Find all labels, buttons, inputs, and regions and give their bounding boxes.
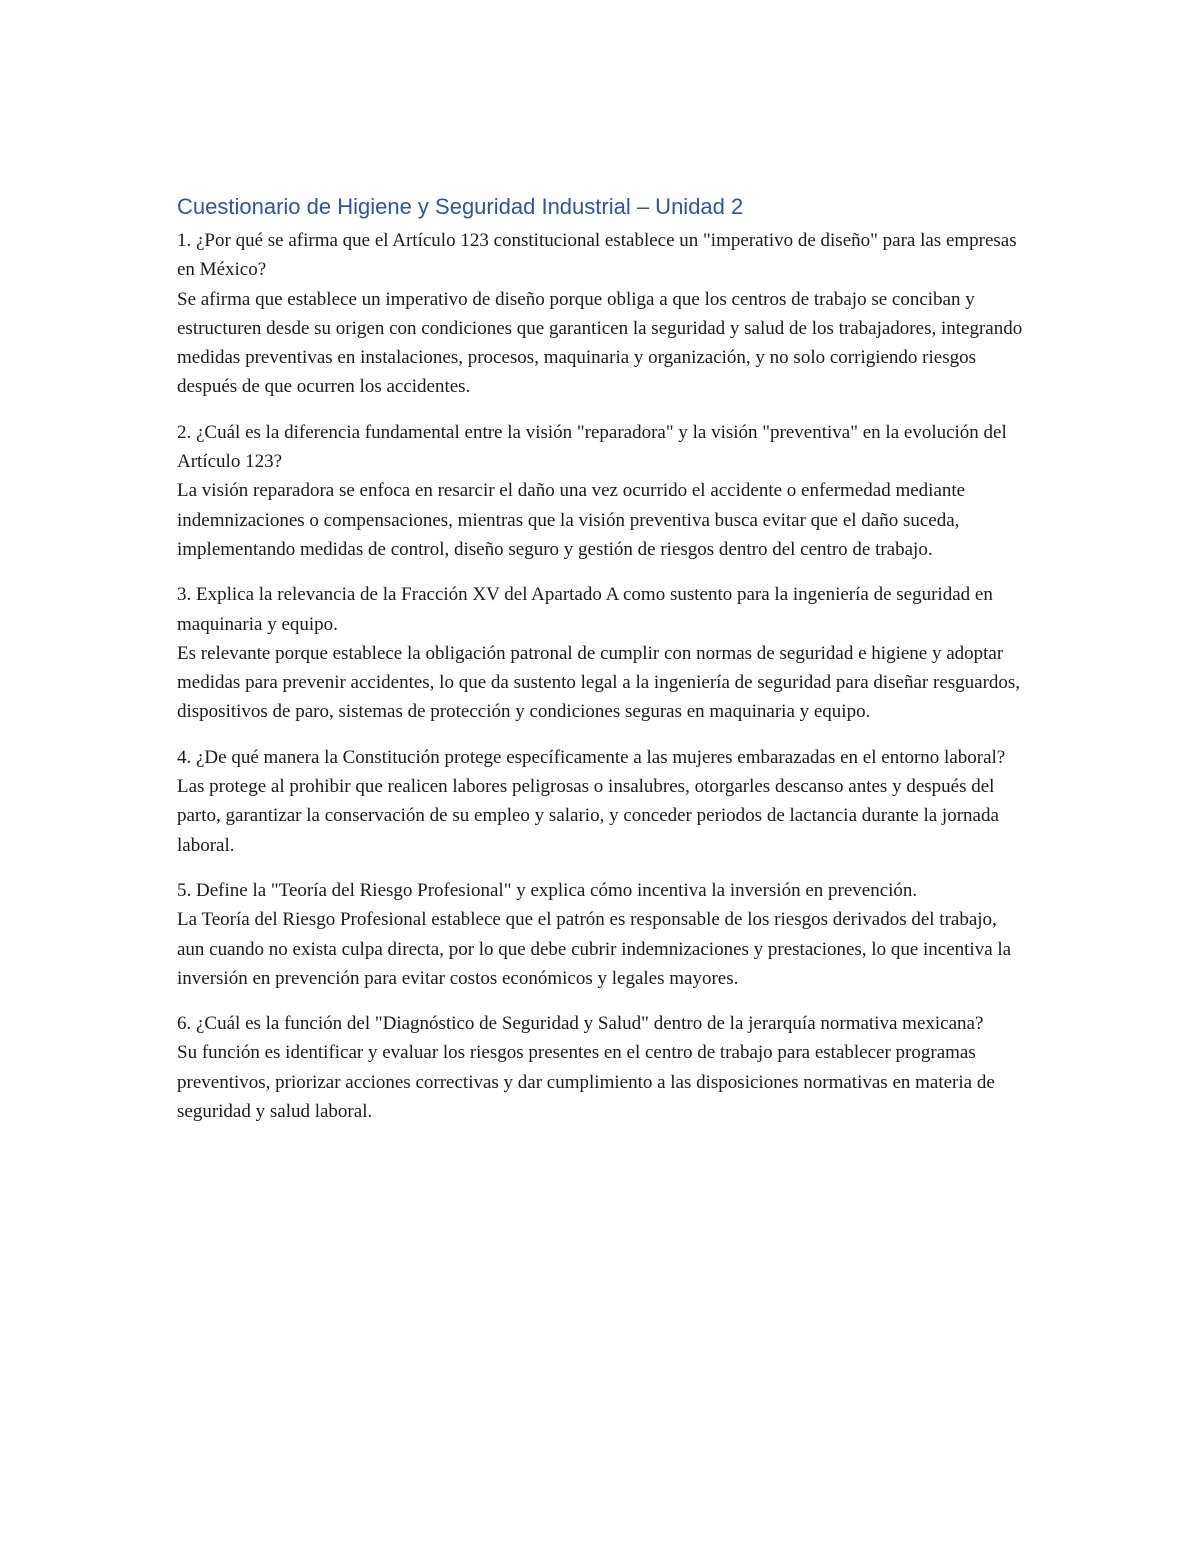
qa-item-3 — [177, 580, 1027, 726]
qa-item-1 — [177, 226, 1027, 402]
qa-item-2 — [177, 418, 1027, 564]
answer-4: Las protege al prohibir que realicen labores peligrosas o insalubres, otorgarles descanso antes y después del parto, garantizar la conservación de su empleo y salario, y conceder periodos de lactancia durante la jornada laboral. — [177, 776, 999, 856]
document-title: Cuestionario de Higiene y Seguridad Industrial – Unidad 2 — [177, 194, 744, 219]
qa-item-5 — [177, 876, 1027, 993]
document-page — [177, 192, 1027, 1142]
answer-2: La visión reparadora se enfoca en resarcir el daño una vez ocurrido el accidente o enfermedad mediante indemnizaciones o compensaciones, mientras que la visión preventiva busca evitar que el daño suceda, implementando medidas de control, diseño seguro y gestión de riesgos dentro del centro de trabajo. — [177, 480, 966, 560]
answer-5: La Teoría del Riesgo Profesional establece que el patrón es responsable de los riesgos derivados del trabajo, aun cuando no exista culpa directa, por lo que debe cubrir indemnizaciones y prestaciones, lo que incentiva la inversión en prevención para evitar costos económicos y legales mayores. — [177, 909, 1012, 989]
question-4: 4. ¿De qué manera la Constitución protege específicamente a las mujeres embarazadas en el entorno laboral? — [177, 746, 1006, 768]
answer-3: Es relevante porque establece la obligación patronal de cumplir con normas de seguridad e higiene y adoptar medidas para prevenir accidentes, lo que da sustento legal a la ingeniería de seguridad para diseñar resguardos, dispositivos de paro, sistemas de protección y condiciones seguras en maquinaria y equipo. — [177, 642, 1021, 723]
qa-item-4 — [177, 743, 1027, 860]
question-1: 1. ¿Por qué se afirma que el Artículo 123 constitucional establece un "imperativo de diseño" para las empresas en México? — [177, 230, 1017, 281]
question-3: 3. Explica la relevancia de la Fracción XV del Apartado A como sustento para la ingeniería de seguridad en maquinaria y equipo. — [177, 584, 993, 635]
question-6: 6. ¿Cuál es la función del "Diagnóstico de Seguridad y Salud" dentro de la jerarquía normativa mexicana? — [177, 1013, 984, 1035]
question-2: 2. ¿Cuál es la diferencia fundamental entre la visión "reparadora" y la visión "preventiva" en la evolución del Artículo 123? — [177, 421, 1007, 473]
answer-1: Se afirma que establece un imperativo de diseño porque obliga a que los centros de trabajo se conciban y estructuren desde su origen con condiciones que garanticen la seguridad y salud de los trabajadores, integrando medidas preventivas en instalaciones, procesos, maquinaria y organización, y no solo corrigiendo riesgos después de que ocurren los accidentes. — [177, 288, 1023, 398]
qa-item-6 — [177, 1009, 1027, 1126]
answer-6: Su función es identificar y evaluar los riesgos presentes en el centro de trabajo para establecer programas preventivos, priorizar acciones correctivas y dar cumplimiento a las disposiciones normativas en materia de seguridad y salud laboral. — [177, 1042, 995, 1123]
question-5: 5. Define la "Teoría del Riesgo Profesional" y explica cómo incentiva la inversión en prevención. — [177, 879, 918, 901]
